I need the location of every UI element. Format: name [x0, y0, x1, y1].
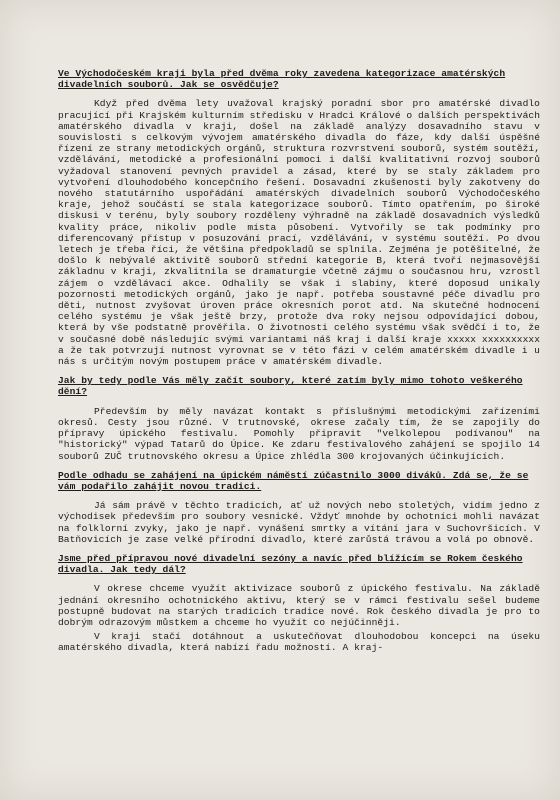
answer-4-paragraph-2: V kraji stačí dotáhnout a uskutečňovat dlouhodobou koncepci na úseku amatérského divadla, která nabízí řadu možností. A kraj-: [58, 631, 540, 654]
question-1: Ve Východočeském kraji byla před dvěma roky zavedena kategorizace amatérských divadelních souborů. Jak se osvědčuje?: [58, 68, 506, 91]
question-3: Podle odhadu se zahájení na úpickém náměstí zúčastnilo 3000 diváků. Zdá se, že se vám podařilo zahájit novou tradici.: [58, 469, 529, 492]
question-4: Jsme před přípravou nové divadelní sezóny a navíc před blížícím se Rokem českého divadla. Jak tedy dál?: [58, 552, 523, 576]
answer-1: Když před dvěma lety uvažoval krajský poradní sbor pro amatérské divadlo pracující při Krajském kulturním středisku v Hradci Králové o dalších perspektivách amatérského divadla v kraji, došel na základě analýzy dosavadního stavu v souvislosti s celkovým vývojem amatérského divadla do fáze, kdy další úspěšné řízení ze strany metodických orgánů, struktura rozvrstvení souborů, systém soutěží, vzdělávání, metodické a profesionální pomoci i další kvalitativní rozvoj souborů vyžadoval stanovení pevných pravidel a zásad, které by se staly základem pro vytvoření dlouhodobého koncepčního řešení. Dosavadní zkušenosti byly zakotveny do nového statutárního uspořádání amatérských divadelních souborů Východočeského kraje, jehož součástí se stala kategorizace souborů. Tímto opatřením, po široké diskusi v terénu, byly soubory rozděleny výhradně na základě dosavadních výsledků kvality práce, nikoliv podle místa působení. Vytvořily se tak podmínky pro diferencovaný přístup v posuzování prací, vzdělávání, v systému soutěží. Po dvou letech je třeba říci, že většina předpokladů se splnila. Zejména je potěšitelné, že došlo k nebývalé aktivitě souborů střední kategorie B, která tvoří nejmasovější základnu v kraji, zkvalitnila se dramaturgie včetně zájmu o současnou hru, vzrostl zájem o vzdělávací akce. Odhalily se však i slabiny, které doposud unikaly pozornosti metodických orgánů, jako je např. potřeba soustavné péče divadlu pro děti, nutnost zvyšovat úroven práce okresních porot atd. Na skutečné hodnocení celého systému je však ještě brzy, protože dva roky nejsou odpovídající dobou, která by vše podstatně prověřila. O životnosti celého systému však svědčí i to, že v současné době následujíc svými variantami náš kraj i další kraje xxxxx xxxxxxxxxx a že tak potvrzují nutnost vyrovnat se v této fázi v celém amatérském divadle i u nás s určitým novým postupem práce v amatérském divadle.: [58, 98, 540, 368]
answer-3: Já sám právě v těchto tradicích, ať už nových nebo stoletých, vidím jedno z východisek především pro soubory vesnické. Vždyť mnohde by ochotníci mohli navázat na folklorní zvyky, jako je např. vynášení smrtky a vítání jara v Suchovršicích. V Batňovicích je zase velké přírodní divadlo, které zarůstá trávou a volá po obnově.: [58, 500, 540, 545]
document-body: [58, 68, 540, 662]
answer-4-paragraph-1: V okrese chceme využít aktivizace souborů z úpického festivalu. Na základě jednání okresního ochotnického aktivu, který se v rámci festivalu sešel budeme postupně budovat na starých tradicích tradice nové. Rok českého divadla je pro to dobrým odrazovým můstkem a chceme ho využít co nejúčinněji.: [58, 583, 540, 628]
answer-2: Především by měly navázat kontakt s příslušnými metodickými zařízeními okresů. Cesty jsou různé. V trutnovské, okrese začaly tím, že se zapojily do přípravy úpického festivalu. Pomohly připravit "velkolepou podívanou" na "historický" výpad Tatarů do Úpice. Ke zdaru festivalového zahájení se spojilo 14 souborů ZUČ trutnovského okresu a Úpice zhlédla 300 krojovaných účinkujících.: [58, 405, 540, 462]
question-2: Jak by tedy podle Vás měly začít soubory, které zatím byly mimo tohoto veškerého dění?: [58, 375, 523, 398]
